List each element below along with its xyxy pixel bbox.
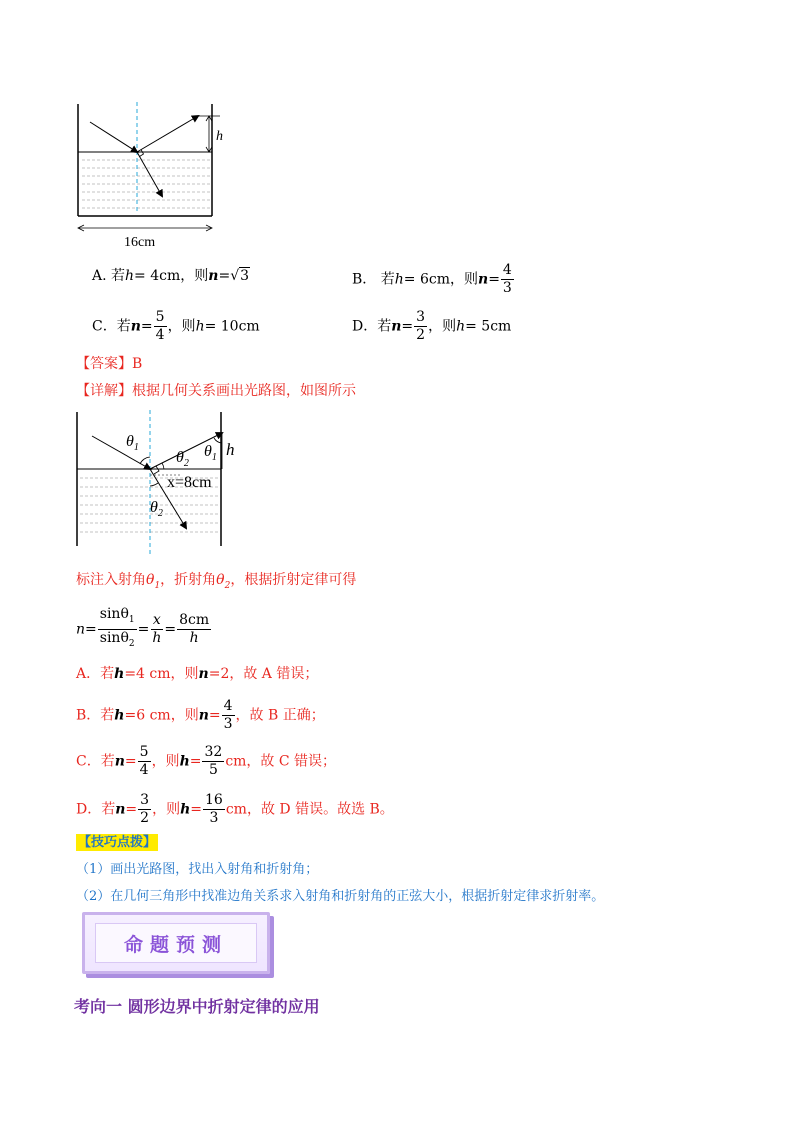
detail-line	[76, 381, 356, 401]
option-text: 若	[380, 271, 395, 288]
fraction-xh: $\frac{x}{h}$	[152, 611, 162, 646]
option-letter: C．	[92, 318, 117, 335]
fraction: $\frac{5}{4}$	[155, 309, 165, 343]
solution-var: n	[114, 753, 125, 770]
fig2-theta1: θ	[126, 433, 134, 450]
option-text: =	[488, 271, 500, 288]
detail-label: 【详解】	[76, 383, 132, 399]
option-text: = 5cm	[465, 318, 512, 335]
solution-b: B．若h=6 cm，则n= $\frac{4}{3}$ ，故 B 正确；	[76, 698, 325, 732]
solution-var: h	[179, 753, 190, 770]
option-text: = 4cm，则	[134, 268, 209, 284]
solution-var: n	[198, 707, 209, 724]
option-letter: B．	[352, 271, 377, 288]
option-var: h	[195, 318, 205, 335]
option-var: n	[130, 318, 141, 335]
option-var: h	[394, 271, 404, 288]
fig2-theta2-sub: 2	[183, 458, 189, 469]
fig2-theta1-sub: 1	[133, 442, 139, 453]
fraction: $\frac{3}{2}$	[140, 792, 150, 826]
option-text: ，则	[167, 318, 196, 335]
option-b	[352, 262, 515, 297]
solution-var: n	[198, 666, 209, 682]
solution-letter: D．	[76, 801, 102, 818]
tips-label-line	[76, 832, 158, 853]
tips-item-1: （1）画出光路图，找出入射角和折射角；	[76, 862, 319, 877]
tips-label: 【技巧点拨】	[78, 835, 157, 850]
option-var: h	[125, 268, 135, 284]
explain-text: ，折射角	[160, 572, 217, 588]
fraction: $\frac{4}{3}$	[223, 698, 233, 732]
option-text: = 6cm，则	[403, 271, 478, 288]
fraction: $\frac{4}{3}$	[502, 262, 512, 296]
fraction-8h: $\frac{8cm}{h}$	[179, 611, 210, 646]
option-text: = 10cm	[204, 318, 260, 335]
solution-d: D．若n= $\frac{3}{2}$ ，则h= $\frac{16}{3}$ cm，故 D 错误。故选 B。	[76, 792, 394, 826]
option-text: =	[140, 318, 153, 335]
solution-a: A．若h=4 cm，则n=2，故 A 错误；	[76, 666, 319, 682]
formula-eq: =	[85, 621, 97, 638]
solution-c: C．若n= $\frac{5}{4}$ ，则h= $\frac{32}{5}$ cm，故 C 错误；	[76, 744, 337, 778]
detail-text: 根据几何关系画出光路图，如图所示	[132, 383, 356, 399]
sqrt-radicand: 3	[240, 268, 250, 284]
explain-text: 标注入射角	[76, 572, 146, 588]
option-c	[92, 309, 260, 344]
fraction: $\frac{32}{5}$	[204, 744, 223, 778]
fraction: $\frac{3}{2}$	[416, 309, 426, 343]
fig2-x-label: x=8cm	[167, 474, 212, 491]
svg-text:θ1	[126, 433, 139, 453]
theta-sub: 2	[224, 580, 231, 591]
option-var: h	[456, 318, 466, 335]
solution-var: h	[114, 666, 125, 682]
sqrt-expression: √ 3	[230, 268, 250, 284]
refraction-formula	[76, 606, 212, 653]
banner-title: 命题预测	[123, 933, 228, 956]
solution-letter: A．	[76, 666, 101, 682]
solution-var: h	[114, 707, 125, 724]
formula-eq: =	[164, 621, 177, 638]
answer-line	[76, 354, 142, 374]
option-letter: A.	[92, 268, 107, 284]
option-text: =	[401, 318, 414, 335]
figure1-width-label: 16cm	[124, 235, 156, 250]
fig2-theta2: θ	[176, 449, 184, 466]
container-diagram-1	[70, 100, 230, 250]
solution-letter: C．	[76, 753, 101, 770]
option-var: n	[478, 271, 489, 288]
prediction-banner	[82, 912, 270, 974]
svg-text:θ2	[176, 449, 189, 469]
answer-label: 【答案】	[76, 356, 132, 372]
fraction: $\frac{16}{3}$	[205, 792, 223, 826]
option-text: 若	[116, 318, 131, 335]
answer-value: B	[132, 356, 143, 372]
theta-sub: 1	[154, 580, 161, 591]
fig2-h-label: h	[226, 440, 235, 459]
tips-item-2: （2）在几何三角形中找准边角关系求入射角和折射角的正弦大小，根据折射定律求折射率。	[76, 889, 605, 904]
option-var: n	[391, 318, 402, 335]
fig2-theta1-top-sub: 1	[211, 452, 217, 463]
solution-var: n	[115, 801, 126, 818]
solution-letter: B．	[76, 707, 101, 724]
explain-text: ，根据折射定律可得	[230, 572, 357, 588]
svg-text:θ1	[204, 443, 217, 463]
fig2-theta1-top: θ	[204, 443, 212, 460]
svg-text:θ2	[150, 499, 163, 519]
explain-line	[76, 570, 356, 596]
fig2-theta2-lower: θ	[150, 499, 158, 516]
fraction-sin: $\frac{\sin\theta_1}{\sin\theta_2}$	[99, 606, 135, 649]
formula-n: n	[76, 621, 86, 638]
light-path-diagram	[70, 408, 250, 556]
option-text: =	[218, 268, 231, 284]
option-text: 若	[111, 268, 126, 284]
solution-var: h	[180, 801, 191, 818]
fraction: $\frac{5}{4}$	[139, 744, 149, 778]
theta-symbol: θ	[146, 572, 155, 588]
formula-eq: =	[137, 621, 150, 638]
figure1-h-label: h	[216, 129, 223, 144]
section-title: 考向一 圆形边界中折射定律的应用	[74, 997, 320, 1016]
option-d	[352, 309, 511, 344]
banner-inner	[95, 923, 257, 963]
option-letter: D．	[352, 318, 378, 335]
option-text: 若	[377, 318, 392, 335]
option-a	[92, 266, 250, 286]
theta-symbol: θ	[216, 572, 225, 588]
option-text: ，则	[428, 318, 457, 335]
fig2-theta2-lower-sub: 2	[157, 508, 163, 519]
option-var: n	[208, 268, 219, 284]
